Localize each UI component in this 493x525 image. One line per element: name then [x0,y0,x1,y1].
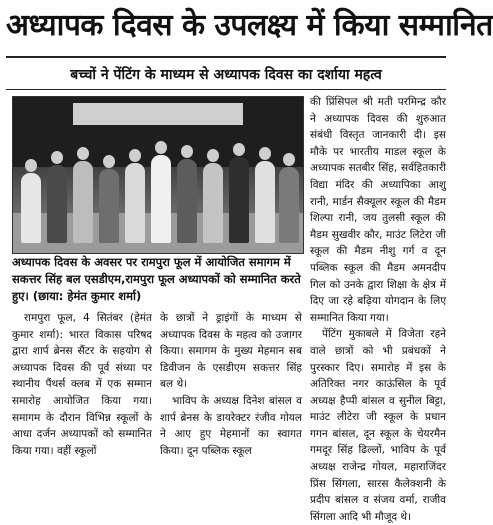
headline-divider [6,56,446,58]
dateline: रामपुरा फूल, 4 सितंबर (हेमंत कुमार शर्मा): [12,312,152,341]
person-figure [73,161,93,243]
person-figure [99,169,119,243]
person-figure [177,159,197,243]
person-figure [255,161,275,243]
person-figure [125,163,145,243]
column1-text: भारत विकास परिषद द्वारा शार्प ब्रेनस सैंटर के सहयोग से अध्यापक दिवस की पूर्व संध्या पर स्थानीय पैंथर्स क्लब में एक सम्मान समारोह आयोजित किया गया। समागम के दौरान विभिन्न स्कूलों के आधा दर्जन अध्यापकों को सम्मानित किया गया। वहीं स्कूलों [12,328,152,457]
photo-caption: अध्यापक दिवस के अवसर पर रामपुरा फूल में आयोजित समागम में सकत्तर सिंह बल एसडीएम,रामपुरा फूल अध्यापकों को सम्मानित करते हुए। (छाया: हेमंत कुमार शर्मा) [12,255,301,303]
photo-banner [73,103,243,125]
subheadline: बच्चों ने पेंटिंग के माध्यम से अध्यापक दिवस का दर्शाया महत्व [70,67,382,83]
article-column-2 [160,310,302,476]
subheadline-divider [6,89,446,90]
article-column-1 [12,310,152,476]
person-figure [21,173,41,243]
person-figure [151,155,171,243]
column3-paragraph: की प्रिंसिपल श्री मती परमिन्द्र कौर ने अध्यापक दिवस की शुरुआत संबंधी विस्तृत जानकारी दी। इस मौके पर भारतीय माडल स्कूल के अध्यापक सतबीर सिंह, सर्वहितकारी विद्या मंदिर की अध्यापिका आशु रानी, मार्डन सैक्यूलर स्कूल की मैडम शिल्पा रानी, जय तुलसी स्कूल की मैडम सुखवीर कौर, माउंट लिटेरा जी स्कूल की मैडम नीशु गर्ग व दून पब्लिक स्कूल की मैडम अमनदीप गिल को उनके द्वारा शिक्षा के क्षेत्र में दिए जा रहे बढ़िया योगदान के लिए सम्मानित किया गया। [310,96,446,324]
article-column-3 [310,94,446,523]
person-figure [229,157,249,243]
column3-paragraph: पेंटिंग मुकाबले में विजेता रहने वाले छात्रों को भी प्रबंधकों ने पुरस्कार दिए। समारोह में इस के अतिरिक्त नगर काऊंसिल के पूर्व अध्यक्ष हैप्पी बांसल व सुनील बिट्टा, माउंट लीटेरा जी स्कूल के प्रधान गगन बांसल, दून स्कूल के चेयरमैन गमदूर सिंह ढिल्लों, भाविप के पूर्व अध्यक्ष राजेन्द्र गोयल, महाराजिंदर प्रिंस सिंगला, सारस कैलेक्शनी के प्रदीप बांसल व संजय वर्मा, राजीव सिंगला आदि भी मौजूद थे। [310,328,446,523]
column2-paragraph: के छात्रों ने ड्राइंगों के माध्यम से अध्यापक दिवस के महत्व को उजागर किया। समागम के मुख्य मेहमान सब डिवीजन के एसडीएम सकत्तर सिंह बल थे। [160,312,302,391]
person-figure [47,165,67,243]
headline: अध्यापक दिवस के उपलक्ष्य में किया सम्मानित [6,8,493,43]
person-figure [203,163,223,243]
group-photo [12,96,304,254]
column2-paragraph: भाविप के अध्यक्ष दिनेश बांसल व शार्प ब्रेनस के डायरेक्टर रंजीव गोयल ने आए हुए मेहमानों का स्वागत किया। दून पब्लिक स्कूल [160,394,302,457]
person-figure [279,167,299,243]
